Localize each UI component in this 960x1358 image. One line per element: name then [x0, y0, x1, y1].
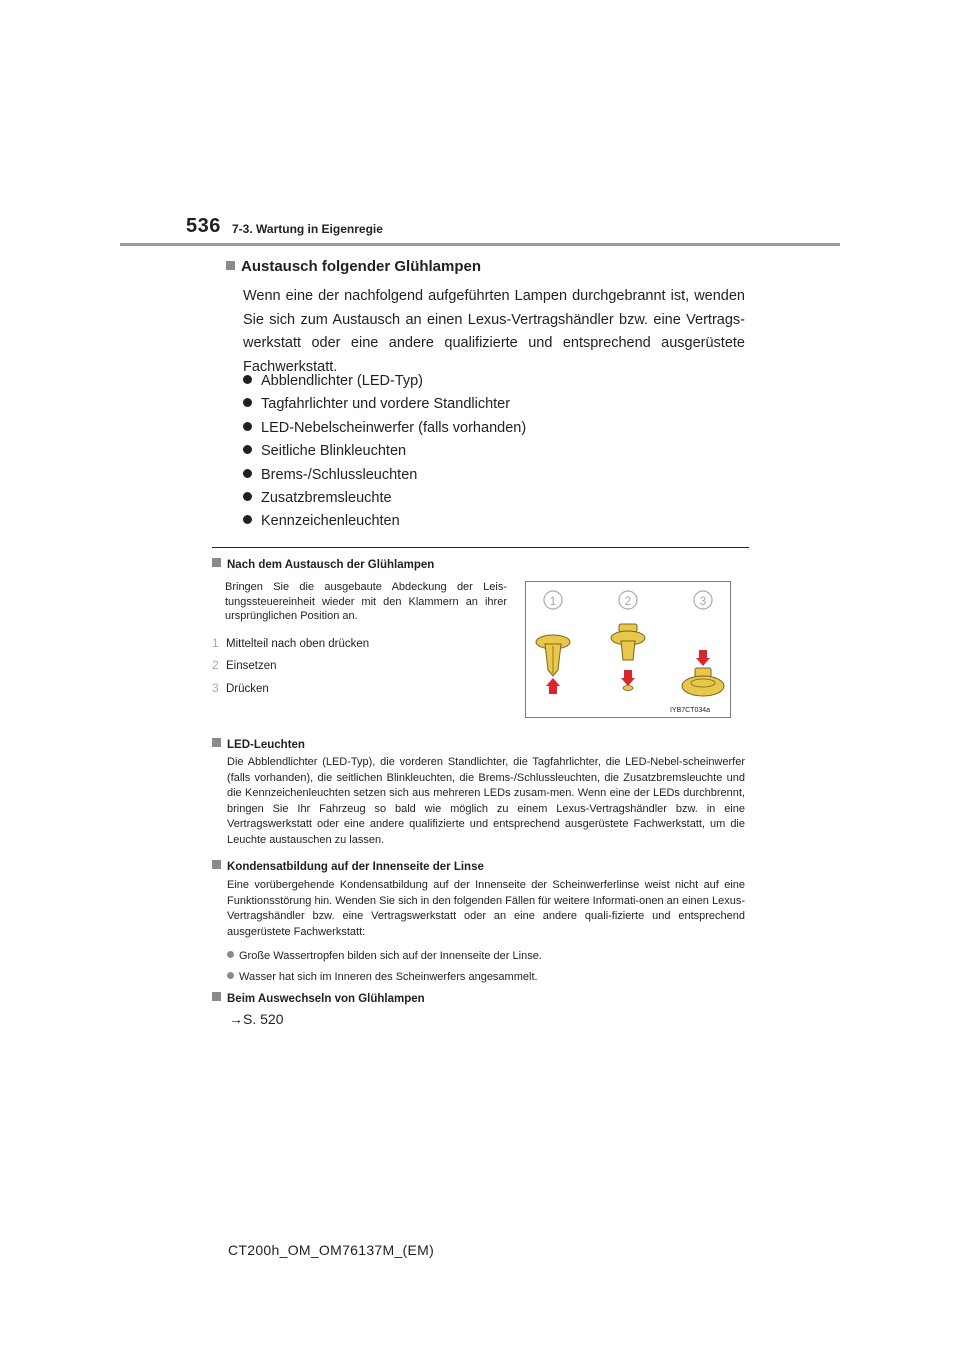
bullet-icon: [227, 972, 234, 979]
list-item: Zusatzbremsleuchte: [243, 487, 526, 510]
square-bullet-icon: [212, 738, 221, 747]
main-paragraph: Wenn eine der nachfolgend aufgeführten Lampen durchgebrannt ist, wenden Sie sich zum Austausch an einen Lexus-Vertragshändler bzw. eine Vertrags-werkstatt oder eine andere qualifizierte und entsprechend ausgerüstete Fachwerkstatt.: [243, 288, 745, 375]
step-3: 3 Drücken: [212, 681, 269, 695]
page-reference-link[interactable]: →S. 520: [229, 1011, 284, 1027]
bullet-icon: [243, 492, 252, 501]
step-1: 1 Mittelteil nach oben drücken: [212, 636, 370, 650]
list-item: Abblendlichter (LED-Typ): [243, 370, 526, 393]
bullet-icon: [227, 951, 234, 958]
list-item: Brems-/Schlussleuchten: [243, 464, 526, 487]
after-replace-heading: Nach dem Austausch der Glühlampen: [212, 558, 434, 571]
label-1-icon: [544, 591, 562, 609]
bulb-change-heading: Beim Auswechseln von Glühlampen: [212, 992, 425, 1005]
square-bullet-icon: [226, 261, 235, 270]
list-item: Seitliche Blinkleuchten: [243, 440, 526, 463]
svg-text:3: 3: [699, 594, 707, 608]
bullet-icon: [243, 469, 252, 478]
after-replace-intro: Bringen Sie die ausgebaute Abdeckung der Leis-tungssteuereinheit wieder mit den Klammern an ihrer ursprünglichen Position an.: [225, 581, 507, 622]
square-bullet-icon: [212, 860, 221, 869]
main-heading-text: Austausch folgender Glühlampen: [241, 258, 482, 275]
header-rule: [120, 243, 840, 246]
square-bullet-icon: [212, 558, 221, 567]
svg-text:1: 1: [549, 594, 557, 608]
clip-illustration-graphic: [526, 582, 730, 717]
condensation-text: Eine vorübergehende Kondensatbildung auf der Innenseite der Scheinwerferlinse weist nicht auf eine Funktionsstörung hin. Wenden Sie sich in den folgenden Fällen für weitere Informati-onen an einen Lexus-Vertragshändler bzw. eine Vertragswerkstatt oder an eine andere quali-fizierte und entsprechend ausgerüstete Fachwerkstatt:: [227, 879, 745, 938]
list-item: Große Wassertropfen bilden sich auf der Innenseite der Linse.: [227, 949, 745, 965]
led-heading: LED-Leuchten: [212, 738, 305, 751]
clip-1-icon: [536, 635, 570, 694]
main-heading: [226, 258, 481, 275]
bullet-icon: [243, 398, 252, 407]
label-3-icon: [694, 591, 712, 609]
clip-3-icon: [682, 650, 724, 696]
page-number: 536: [186, 215, 221, 237]
clip-2-icon: [611, 624, 645, 691]
square-bullet-icon: [212, 992, 221, 1001]
bullet-icon: [243, 515, 252, 524]
list-item: Tagfahrlichter und vordere Standlichter: [243, 393, 526, 416]
bullet-icon: [243, 422, 252, 431]
bullet-icon: [243, 445, 252, 454]
list-item: Wasser hat sich im Inneren des Scheinwerfers angesammelt.: [227, 970, 745, 986]
step-2: 2 Einsetzen: [212, 658, 277, 672]
lamp-list: [243, 370, 526, 534]
section-divider: [212, 547, 749, 548]
led-text: Die Abblendlichter (LED-Typ), die vorderen Standlichter, die Tagfahrlichter, die LED-Nebel-scheinwerfer (falls vorhanden), die seitlichen Blinkleuchten, die Brems-/Schlussleuchten, die Zusatzbremsleuchte und die Kennzeichenleuchten setzen sich aus mehreren LEDs zusam-men. Wenn eine der LEDs durchbrennt, bringen Sie Ihr Fahrzeug so bald wie möglich zu einem Lexus-Vertragshändler bzw. in eine Vertragswerkstatt oder eine andere qualifizierte und entsprechend ausgerüstete Fachwerkstatt, um die Leuchte austauschen zu lassen.: [227, 756, 745, 846]
svg-text:2: 2: [624, 594, 632, 608]
label-2-icon: [619, 591, 637, 609]
illustration-code: IYB7CT034a: [669, 707, 711, 714]
bullet-icon: [243, 375, 252, 384]
document-code: CT200h_OM_OM76137M_(EM): [228, 1242, 435, 1258]
clip-illustration: [525, 581, 731, 718]
condensation-heading: Kondensatbildung auf der Innenseite der Linse: [212, 860, 484, 873]
list-item: LED-Nebelscheinwerfer (falls vorhanden): [243, 417, 526, 440]
section-title: 7-3. Wartung in Eigenregie: [232, 222, 383, 236]
list-item: Kennzeichenleuchten: [243, 510, 526, 533]
